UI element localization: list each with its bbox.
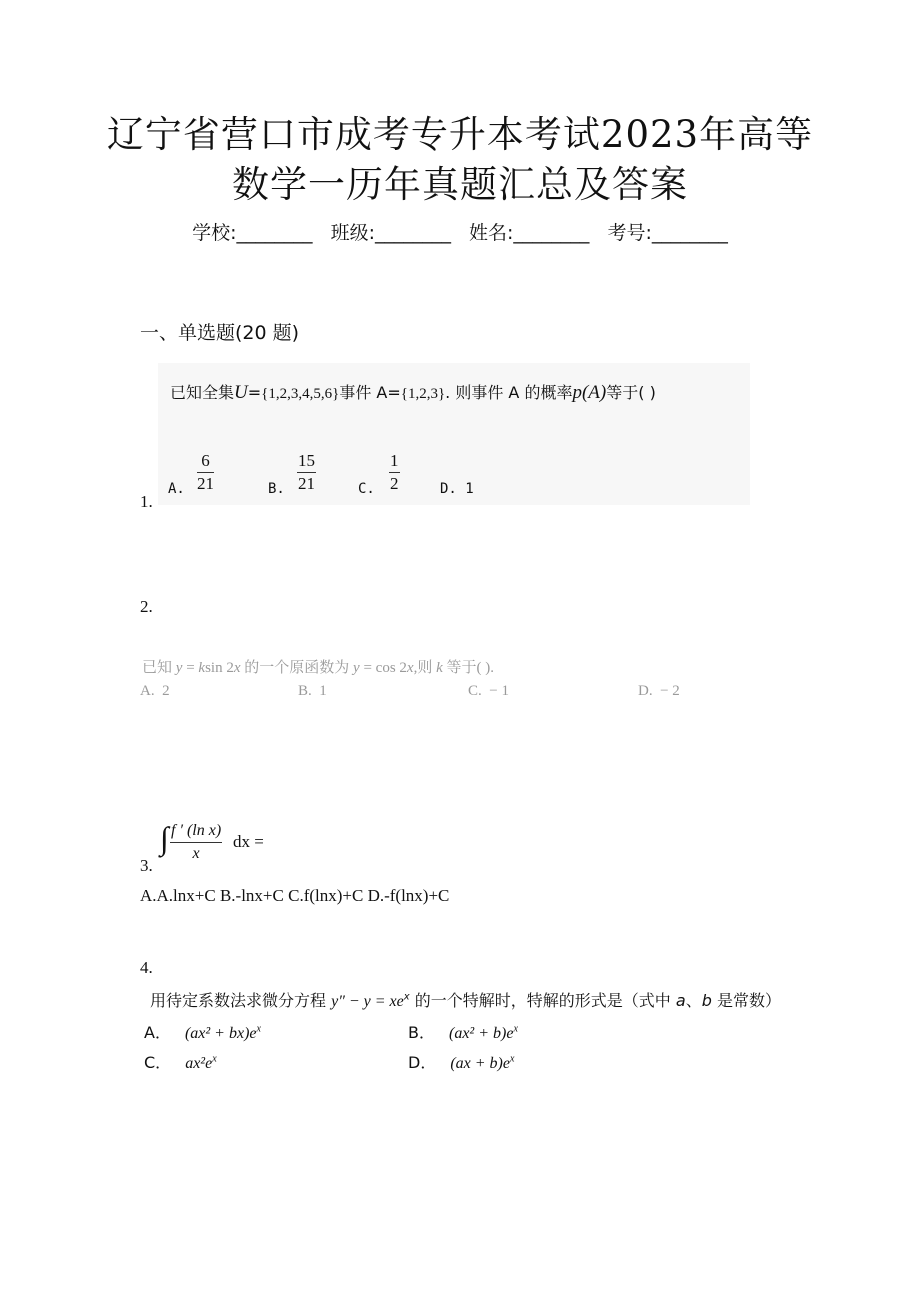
q2-text-mid: 的一个原函数为 (240, 660, 354, 676)
question-1-stem (170, 380, 656, 404)
question-2-stem (142, 656, 494, 677)
school-field: 学校:________ (192, 222, 313, 244)
q1-universal-set: {1,2,3,4,5,6} (261, 386, 340, 402)
q1-probability: p(A) (572, 382, 607, 403)
q3-integral-sign: ∫ (160, 820, 169, 856)
q1-option-c-denominator: 2 (390, 474, 399, 493)
q1-option-d-value: 1 (465, 481, 474, 497)
q1-option-c-label: C. (358, 481, 375, 497)
q1-option-c-numerator: 1 (389, 450, 400, 473)
q1-option-a-numerator: 6 (197, 450, 214, 473)
q4-text-b: 的一个特解时，特解的形式是（式中 (409, 991, 676, 1010)
q3-dx: dx = (233, 832, 264, 851)
q4-option-d (408, 1050, 514, 1073)
q4-var-b: b (701, 991, 712, 1010)
q1-option-b-numerator: 15 (297, 450, 316, 473)
q2-option-d-value: − 2 (660, 683, 680, 699)
q4-option-b-label: B． (408, 1023, 435, 1042)
q4-option-c-label: C． (144, 1053, 172, 1072)
q2-option-a-label: A. (140, 683, 155, 699)
question-2-number: 2. (140, 597, 153, 616)
q1-stem-text-a: 已知全集 (170, 383, 235, 402)
q1-option-c-fraction (389, 450, 400, 495)
q2-text-end: 等于( ). (442, 660, 495, 676)
q4-option-b-exponent: x (513, 1023, 518, 1035)
question-1-number: 1. (140, 492, 153, 511)
q2-equals: = (182, 660, 199, 676)
q1-universal-set-symbol: U (234, 382, 248, 403)
q2-var-x: x (233, 660, 241, 676)
q2-text-pre: 已知 (142, 660, 176, 676)
q1-equals: = (247, 383, 262, 402)
q3-answer-options: A.A.lnx+C B.-lnx+C C.f(lnx)+C D.-f(lnx)+C (140, 886, 450, 905)
q3-denominator: x (192, 845, 200, 862)
q2-option-b-label: B. (298, 683, 312, 699)
q1-option-b-fraction (297, 450, 316, 495)
q2-option-d-label: D. (638, 683, 653, 699)
q1-stem-text-d: 等于( ) (606, 383, 656, 402)
q1-option-a-denominator: 21 (197, 474, 214, 493)
q2-var-y2: y (353, 660, 360, 676)
q1-option-b-denominator: 21 (298, 474, 315, 493)
q1-option-a-label: A. (168, 481, 185, 497)
question-3-number: 3. (140, 856, 153, 875)
q4-option-c (144, 1050, 217, 1073)
q4-var-a: a (675, 991, 686, 1010)
q4-option-b-value: (ax² + b)e (448, 1025, 514, 1042)
q4-option-c-value: ax²e (185, 1055, 213, 1072)
document-title-line-2: 数学一历年真题汇总及答案 (232, 163, 688, 206)
q4-option-d-label: D． (408, 1053, 437, 1072)
class-field: 班级:________ (330, 222, 451, 244)
question-4-number: 4. (140, 958, 153, 977)
q2-option-a-value: 2 (162, 683, 170, 699)
q4-text-c: 是常数） (711, 991, 781, 1010)
q4-text-a: 用待定系数法求微分方程 (150, 991, 332, 1010)
q4-separator: 、 (685, 991, 702, 1010)
q2-option-d (638, 683, 680, 700)
q2-cos: = cos 2 (359, 660, 407, 676)
q4-option-a (144, 1020, 261, 1043)
q1-option-d (440, 481, 474, 497)
q2-var-y: y (175, 660, 183, 676)
q4-equation-exponent: x (403, 991, 410, 1003)
q4-option-a-value: (ax² + bx)e (184, 1025, 257, 1042)
q3-integrand (170, 820, 222, 865)
q1-stem-text-c: . 则事件 A 的概率 (445, 383, 573, 402)
q4-option-d-exponent: x (509, 1053, 515, 1065)
q1-option-d-label: D. (440, 481, 457, 497)
q2-var-k: k (198, 660, 206, 676)
q2-option-c-value: − 1 (489, 683, 509, 699)
q4-option-b (408, 1020, 518, 1043)
q2-sin: sin 2 (205, 660, 234, 676)
q2-var-k2: k (436, 660, 443, 676)
student-info-row (0, 218, 920, 245)
q1-event-set: {1,2,3} (400, 386, 446, 402)
q2-text-then: ,则 (413, 660, 437, 676)
q2-option-b (298, 683, 327, 700)
q1-option-a-fraction (197, 450, 214, 495)
q1-stem-text-b: 事件 A= (339, 383, 401, 402)
q4-equation: y″ − y = xe (331, 993, 404, 1010)
q2-option-a (140, 683, 170, 700)
q2-var-x2: x (406, 660, 414, 676)
document-title-line-1: 辽宁省营口市成考专升本考试2023年高等 (106, 113, 814, 156)
q2-option-c (468, 683, 509, 700)
q1-option-b-label: B. (268, 481, 285, 497)
question-4-stem (150, 988, 781, 1011)
name-field: 姓名:________ (469, 222, 590, 244)
section-heading: 一、单选题(20 题) (140, 322, 300, 344)
q4-option-a-exponent: x (256, 1023, 261, 1035)
q4-option-a-label: A． (144, 1023, 171, 1042)
q2-option-c-label: C. (468, 683, 482, 699)
q4-option-d-value: (ax + b)e (450, 1055, 510, 1072)
q3-numerator: f ′ (ln x) (170, 820, 222, 843)
q2-option-b-value: 1 (319, 683, 327, 699)
exam-id-field: 考号:________ (607, 222, 728, 244)
q4-option-c-exponent: x (212, 1053, 217, 1065)
